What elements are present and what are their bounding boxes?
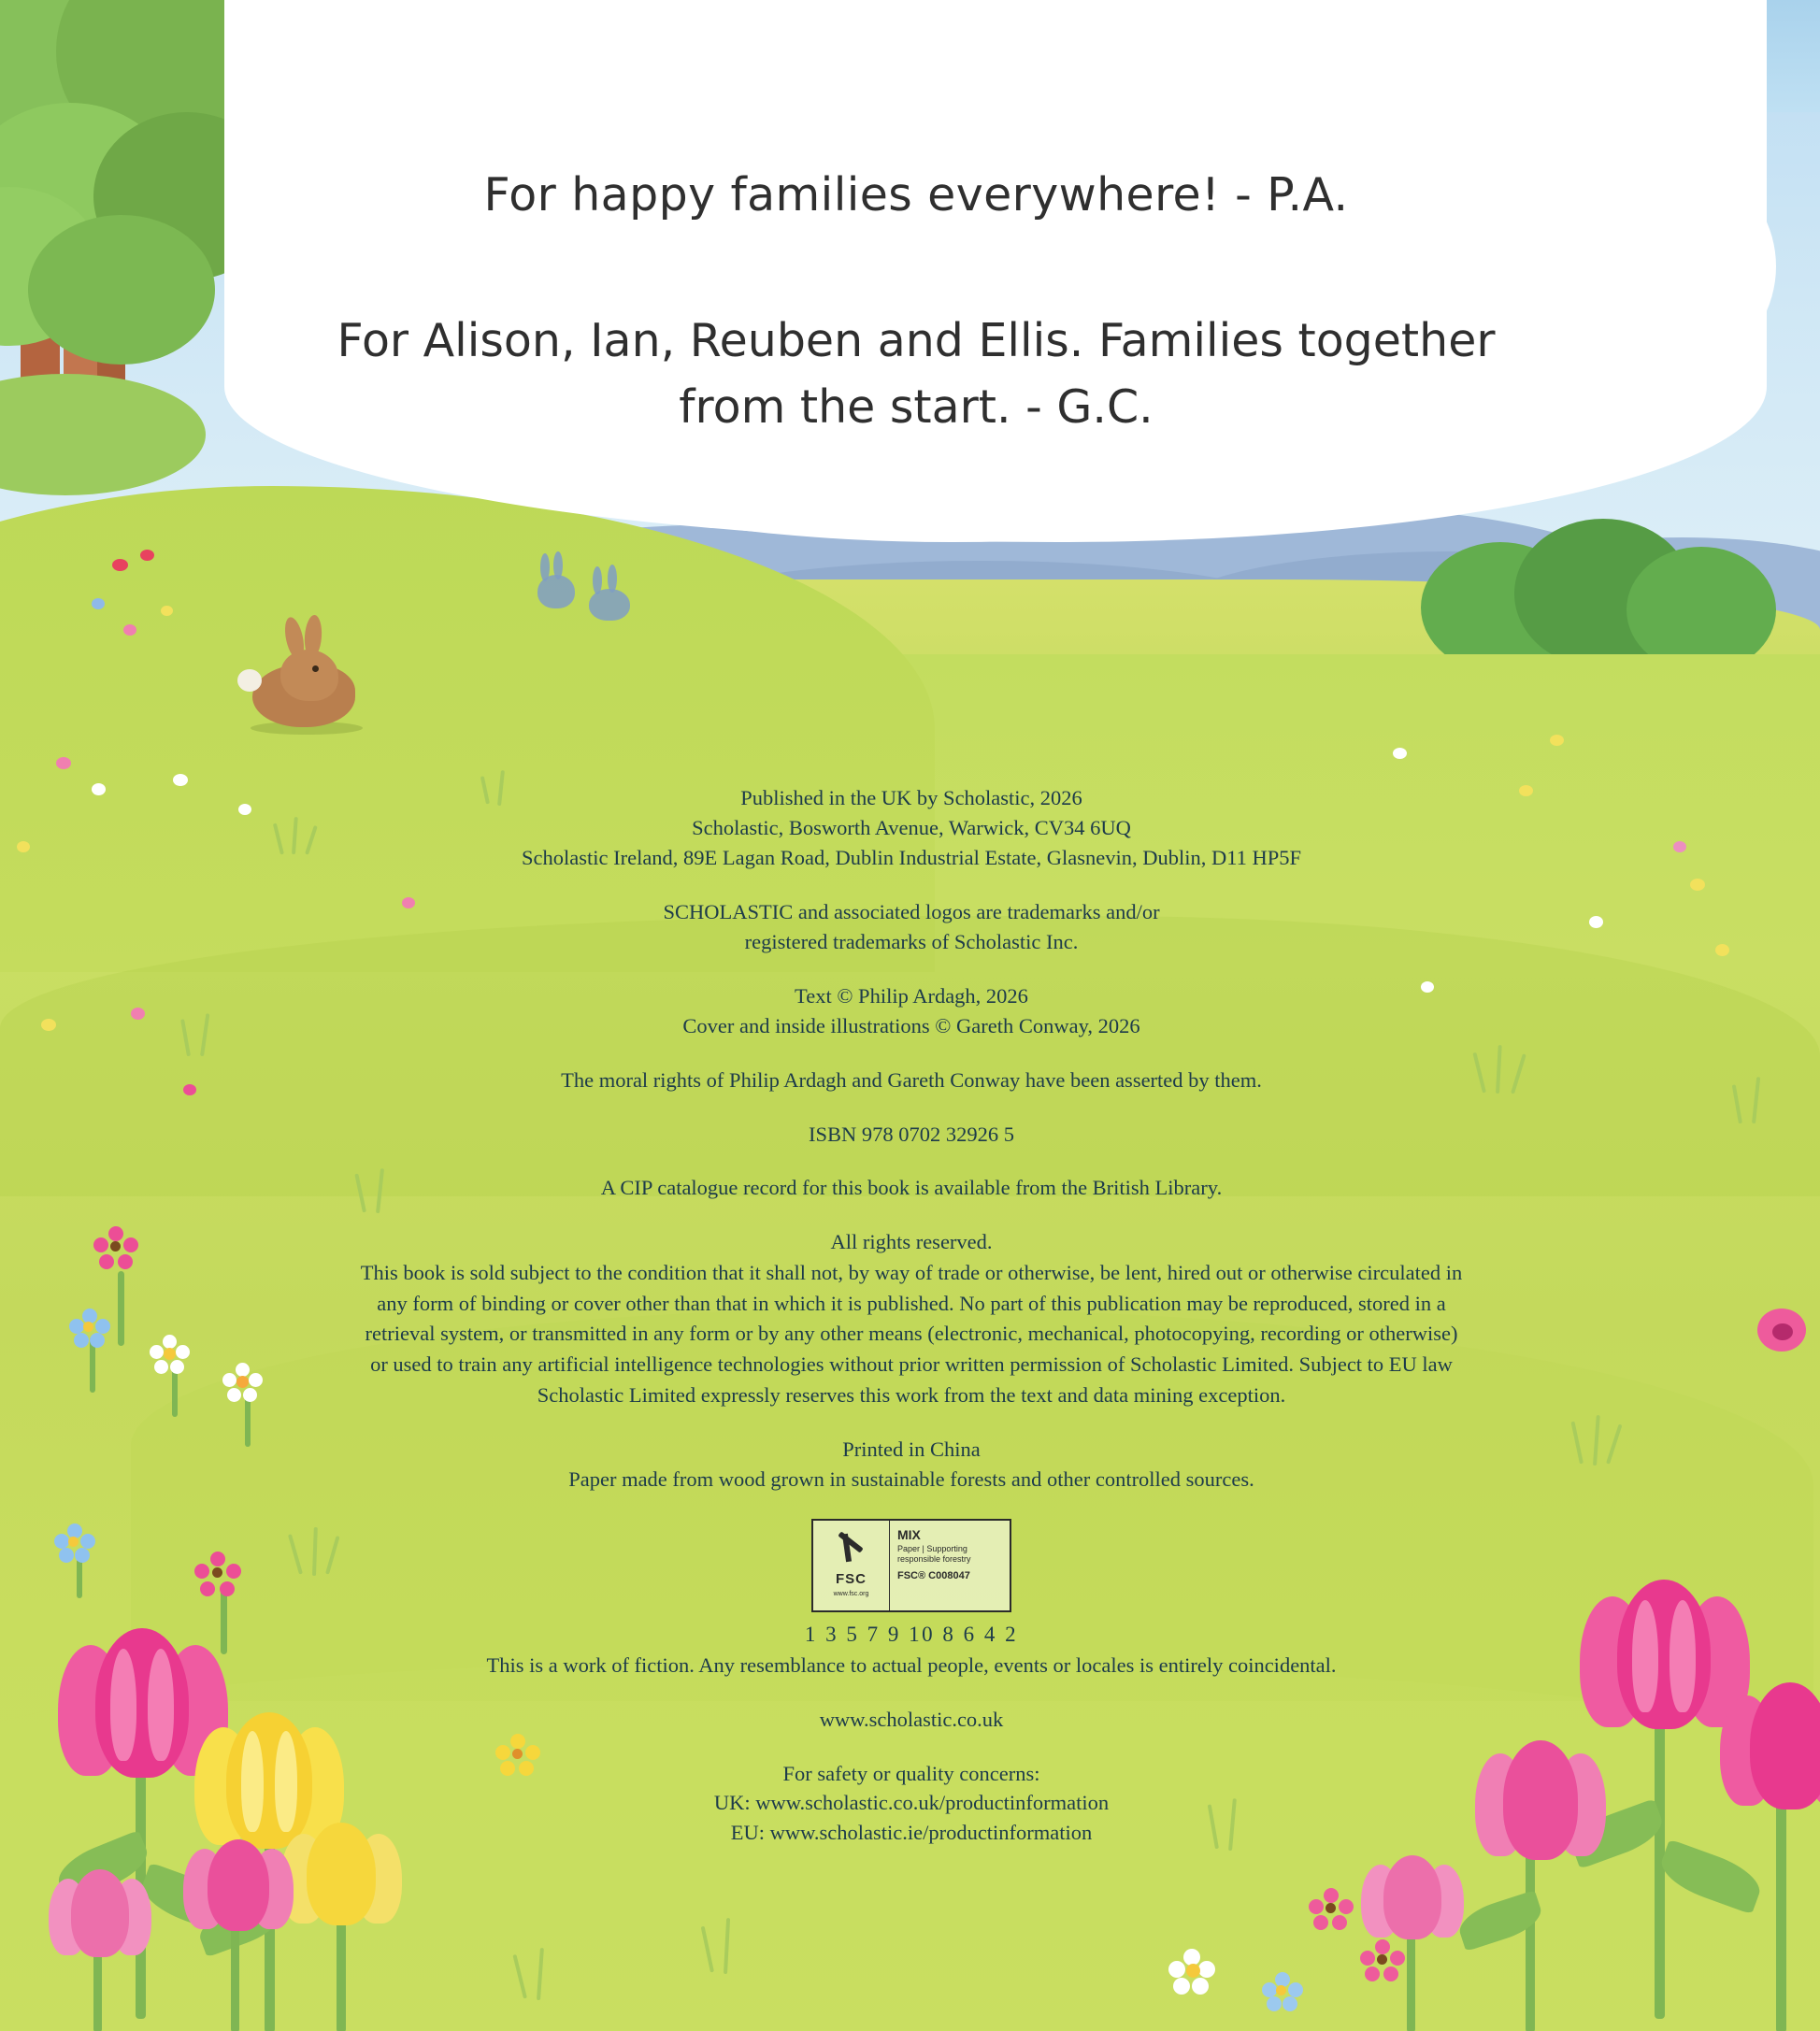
bunny-silhouette-ear [553,551,563,579]
moral-rights-line: The moral rights of Philip Ardagh and Gareth Conway have been asserted by them. [561,1067,1262,1092]
fsc-mark-area [813,1521,890,1610]
fiction-note-line: This is a work of fiction. Any resemblance to actual people, events or locales is entirely coincidental. [486,1652,1337,1677]
flower-dot [41,1019,56,1031]
cip-block [355,1173,1468,1203]
flower-dot [1673,841,1686,852]
rights-reserved-block [355,1227,1468,1410]
trademark-line: registered trademarks of Scholastic Inc. [744,929,1079,953]
flower-dot [112,559,128,571]
paper-note-line: Paper made from wood grown in sustainable forests and other controlled sources. [568,1467,1254,1492]
fsc-logo [811,1519,1011,1612]
bunny-silhouette-ear [593,566,602,594]
tulip-stem [1776,1785,1786,2031]
fsc-tree-icon [833,1532,870,1569]
flower-dot [1715,944,1729,956]
flower-dot [1393,748,1407,759]
flower-dot [140,550,154,561]
bunny-silhouette-ear [608,565,617,593]
flower-dot [173,774,188,786]
fsc-mix-label: MIX [897,1527,921,1542]
flower-dot [1589,916,1603,928]
flower-dot [161,606,173,616]
isbn-line: ISBN 978 0702 32926 5 [808,1122,1014,1146]
rabbit-head [280,650,338,701]
tulip-flower [183,1839,294,1933]
dedication-line-1: For happy families everywhere! - P.A. [483,168,1349,222]
print-run-numbers: 1 3 5 7 9 10 8 6 4 2 [804,1623,1019,1646]
fsc-code: FSC® C008047 [897,1570,970,1582]
tulip-flower [1475,1740,1606,1862]
rights-heading: All rights reserved. [830,1230,993,1254]
imprint-text-block [355,783,1468,1872]
publisher-line: Scholastic, Bosworth Avenue, Warwick, CV34 6UQ [692,815,1131,839]
bunny-silhouette-ear [540,553,550,581]
flower-dot [183,1084,196,1095]
flower-dot [17,841,30,852]
moral-rights-block [355,1066,1468,1095]
trademark-line: SCHOLASTIC and associated logos are trademarks and/or [663,899,1160,923]
copyright-block [355,981,1468,1041]
publisher-line: Scholastic Ireland, 89E Lagan Road, Dublin Industrial Estate, Glasnevin, Dublin, D11 HP5F [521,845,1302,869]
publisher-block [355,783,1468,873]
flower-center [1772,1323,1793,1340]
tulip-flower [49,1869,151,1959]
website-block [355,1705,1468,1735]
copyright-line: Text © Philip Ardagh, 2026 [795,983,1028,1008]
cip-line: A CIP catalogue record for this book is available from the British Library. [600,1176,1223,1200]
trademark-block [355,897,1468,957]
flower-dot [238,804,251,815]
flower-dot [56,757,71,769]
rabbit-eye [312,665,319,672]
dedication-block [308,168,1524,440]
tree-canopy [28,215,215,365]
flower-dot [1550,735,1564,746]
website-line: www.scholastic.co.uk [819,1707,1004,1731]
publisher-line: Published in the UK by Scholastic, 2026 [740,786,1082,809]
flower-dot [1519,785,1533,796]
flower-dot [1690,879,1705,891]
rights-body: This book is sold subject to the condition that it shall not, by way of trade or otherwise, be lent, hired out or otherwise circulated in any form of binding or cover other than that in which it is published. No part of this publication may be reproduced, stored in a retrieval system, or transmitted in any form or by any other means (electronic, mechanical, photocopying, recording or otherwise) or used to train any artificial intelligence technologies without prior written permission of Scholastic Limited. Subject to EU law Scholastic Limited expressly reserves this work from the text and data mining exception. [360,1261,1463,1407]
fsc-mark-label: FSC [836,1571,867,1588]
flower-dot [123,624,136,636]
isbn-block [355,1120,1468,1150]
fsc-text-area [890,1521,1010,1610]
flower-dot [92,783,106,795]
dedication-line-2: For Alison, Ian, Reuben and Ellis. Families together from the start. - G.C. [337,314,1496,435]
rabbit-tail [237,669,262,692]
safety-uk-line: UK: www.scholastic.co.uk/productinformation [713,1791,1110,1815]
flower-dot [92,598,105,609]
printed-in-line: Printed in China [842,1437,981,1462]
fsc-description: Paper | Supporting responsible forestry [897,1544,971,1564]
fiction-note-block [355,1651,1468,1681]
safety-block [355,1759,1468,1849]
fsc-mark-url: www.fsc.org [833,1590,869,1597]
flower-dot [131,1008,145,1020]
tulip-flower [1720,1682,1820,1813]
copyright-line: Cover and inside illustrations © Gareth Conway, 2026 [682,1013,1140,1037]
printing-block [355,1435,1468,1495]
flower-stem [118,1271,124,1346]
safety-eu-line: EU: www.scholastic.ie/productinformation [730,1821,1093,1845]
safety-heading: For safety or quality concerns: [782,1761,1040,1785]
